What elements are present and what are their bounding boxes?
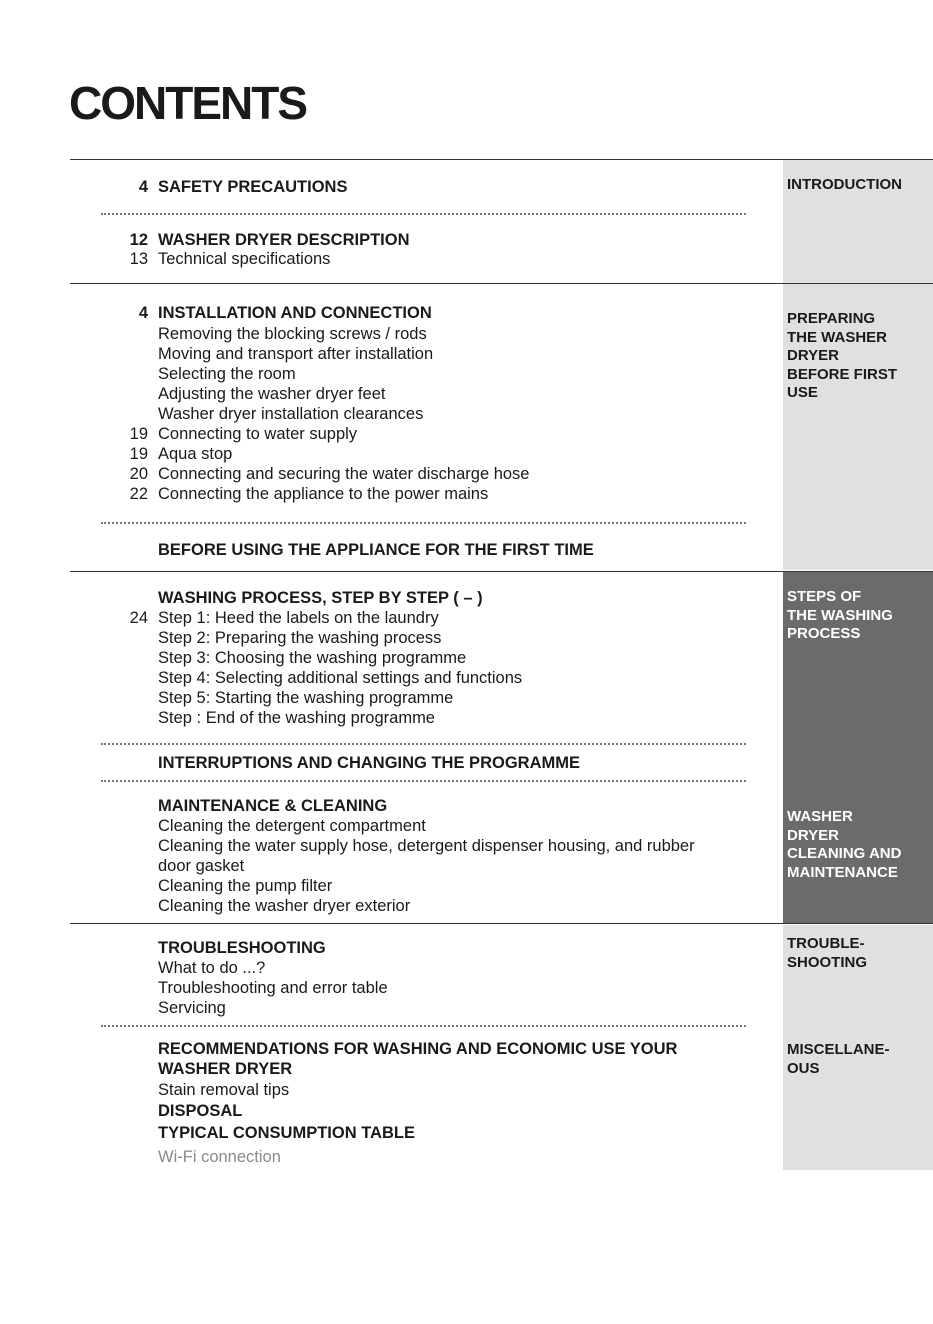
dotted-separator [101, 522, 746, 524]
toc-entry [100, 364, 760, 384]
toc-entry [100, 1039, 760, 1059]
toc-entry [100, 484, 760, 504]
toc-entry-text: Adjusting the washer dryer feet [158, 385, 386, 403]
toc-entry-text: Wi-Fi connection [158, 1148, 281, 1166]
side-label-cleaning: WASHER DRYER CLEANING AND MAINTENANCE [787, 808, 902, 881]
toc-entry [100, 978, 760, 998]
toc-page-number: 12 [129, 231, 148, 249]
toc-entry-text: DISPOSAL [158, 1102, 243, 1120]
toc-entry [100, 796, 760, 816]
toc-entry [100, 1123, 760, 1143]
toc-entry-text: INTERRUPTIONS AND CHANGING THE PROGRAMME [158, 754, 580, 772]
dotted-separator [101, 780, 746, 782]
toc-entry [100, 998, 760, 1018]
toc-entry-text: WASHER DRYER [158, 1060, 293, 1078]
toc-entry [100, 668, 760, 688]
toc-page-number: 13 [129, 250, 148, 268]
toc-entry [100, 648, 760, 668]
toc-entry-text: TYPICAL CONSUMPTION TABLE [158, 1124, 415, 1142]
toc-entry [100, 608, 760, 628]
toc-entry [100, 688, 760, 708]
toc-entry [100, 876, 760, 896]
toc-entry-text: TROUBLESHOOTING [158, 939, 326, 957]
page-title: CONTENTS [69, 77, 306, 129]
toc-page-number: 4 [138, 304, 148, 322]
section-divider [70, 159, 933, 160]
section-divider [70, 571, 933, 572]
toc-entry [100, 628, 760, 648]
toc-entry [100, 856, 760, 876]
side-label-troubleshooting: TROUBLE- SHOOTING [787, 935, 868, 971]
toc-page-number: 19 [129, 445, 148, 463]
toc-entry-text: Connecting to water supply [158, 425, 358, 443]
toc-entry [100, 896, 760, 916]
toc-entry-text: Connecting the appliance to the power mains [158, 485, 489, 503]
toc-entry [100, 324, 760, 344]
toc-entry-text: RECOMMENDATIONS FOR WASHING AND ECONOMIC USE YOUR [158, 1040, 678, 1058]
toc-entry-text: BEFORE USING THE APPLIANCE FOR THE FIRST TIME [158, 541, 594, 559]
toc-entry-text: Removing the blocking screws / rods [158, 325, 427, 343]
toc-entry [100, 836, 760, 856]
toc-entry [100, 1147, 760, 1167]
side-label-preparing: PREPARING THE WASHER DRYER BEFORE FIRST USE [787, 310, 898, 402]
toc-entry [100, 404, 760, 424]
toc-entry-text: Cleaning the water supply hose, detergent dispenser housing, and rubber [158, 837, 695, 855]
toc-page-number: 22 [129, 485, 148, 503]
dotted-separator [101, 743, 746, 745]
section-divider [70, 923, 933, 924]
toc-entry-text: Step 2: Preparing the washing process [158, 629, 442, 647]
toc-entry [100, 1059, 760, 1079]
toc-entry-text: door gasket [158, 857, 245, 875]
toc-entry [100, 464, 760, 484]
toc-entry-text: Step 5: Starting the washing programme [158, 689, 454, 707]
toc-entry-text: WASHING PROCESS, STEP BY STEP ( – ) [158, 589, 483, 607]
side-label-introduction: INTRODUCTION [787, 176, 902, 193]
toc-entry [100, 540, 760, 560]
toc-entry-text: Technical specifications [158, 250, 331, 268]
toc-entry [100, 1101, 760, 1121]
toc-entry [100, 1080, 760, 1100]
toc-entry [100, 816, 760, 836]
toc-entry-text: Step 1: Heed the labels on the laundry [158, 609, 439, 627]
toc-entry-text: Moving and transport after installation [158, 345, 434, 363]
toc-entry-text: What to do ...? [158, 959, 266, 977]
toc-entry [100, 938, 760, 958]
toc-page-number: 19 [129, 425, 148, 443]
toc-entry [100, 230, 760, 250]
toc-entry [100, 753, 760, 773]
toc-entry-text: Cleaning the detergent compartment [158, 817, 426, 835]
toc-entry [100, 177, 760, 197]
toc-entry-text: Step 3: Choosing the washing programme [158, 649, 467, 667]
dotted-separator [101, 1025, 746, 1027]
toc-entry-text: SAFETY PRECAUTIONS [158, 178, 348, 196]
toc-page-number: 24 [129, 609, 148, 627]
toc-entry-text: Aqua stop [158, 445, 233, 463]
toc-entry-text: Cleaning the pump filter [158, 877, 333, 895]
section-divider [70, 283, 933, 284]
toc-entry-text: Selecting the room [158, 365, 296, 383]
toc-entry-text: Troubleshooting and error table [158, 979, 388, 997]
toc-entry-text: Washer dryer installation clearances [158, 405, 424, 423]
toc-entry [100, 958, 760, 978]
toc-entry-text: INSTALLATION AND CONNECTION [158, 304, 432, 322]
toc-entry-text: Servicing [158, 999, 226, 1017]
toc-entry [100, 303, 760, 323]
toc-page-number: 20 [129, 465, 148, 483]
toc-page-number: 4 [138, 178, 148, 196]
dotted-separator [101, 213, 746, 215]
toc-entry-text: Cleaning the washer dryer exterior [158, 897, 411, 915]
toc-entry-text: Connecting and securing the water discharge hose [158, 465, 530, 483]
toc-entry [100, 424, 760, 444]
toc-entry-text: Step 4: Selecting additional settings and functions [158, 669, 523, 687]
toc-entry [100, 444, 760, 464]
side-label-miscellaneous: MISCELLANE- OUS [787, 1041, 890, 1077]
side-label-steps: STEPS OF THE WASHING PROCESS [787, 588, 893, 643]
toc-entry-text: Step : End of the washing programme [158, 709, 435, 727]
toc-entry [100, 344, 760, 364]
toc-entry [100, 249, 760, 269]
toc-entry [100, 708, 760, 728]
toc-entry-text: WASHER DRYER DESCRIPTION [158, 231, 410, 249]
toc-entry [100, 588, 760, 608]
toc-entry-text: MAINTENANCE & CLEANING [158, 797, 388, 815]
toc-entry-text: Stain removal tips [158, 1081, 290, 1099]
toc-entry [100, 384, 760, 404]
